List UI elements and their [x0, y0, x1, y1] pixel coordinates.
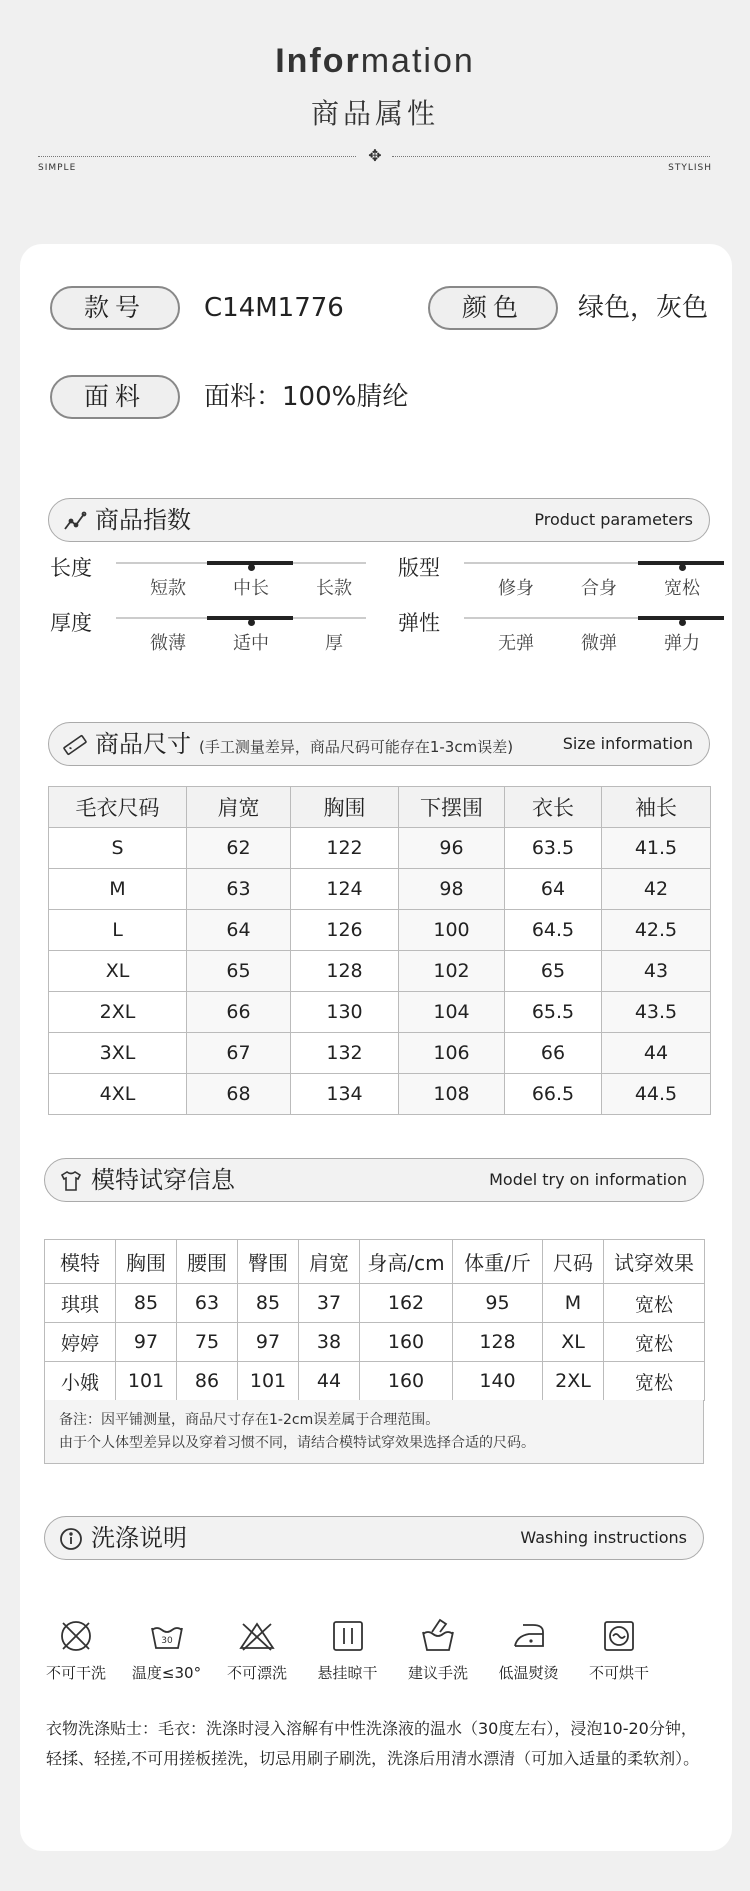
- table-cell: 126: [291, 910, 399, 951]
- table-cell: 64.5: [505, 910, 602, 951]
- table-cell: 43.5: [602, 992, 711, 1033]
- table-cell: 97: [116, 1323, 177, 1362]
- wash-item: [212, 1616, 302, 1683]
- table-cell: 101: [238, 1362, 299, 1401]
- param-option: 厚: [325, 633, 343, 654]
- wash-label: 建议手洗: [407, 1664, 468, 1682]
- model-note: [44, 1400, 704, 1464]
- wash-label: 不可烘干: [588, 1664, 649, 1682]
- param-option: 弹力: [664, 633, 700, 654]
- table-cell: 3XL: [49, 1033, 187, 1074]
- table-header-cell: 胸围: [291, 787, 399, 828]
- table-cell: 160: [360, 1323, 453, 1362]
- size-title-en: Size information: [562, 734, 693, 753]
- no-dry-clean-icon: [31, 1616, 121, 1656]
- table-row: [49, 910, 711, 951]
- code-label: 款号: [50, 286, 180, 330]
- svg-text:30: 30: [160, 1636, 173, 1646]
- table-row: [49, 1033, 711, 1074]
- wash-item: [484, 1616, 574, 1683]
- table-cell: 44.5: [602, 1074, 711, 1115]
- table-cell: 宽松: [604, 1284, 705, 1323]
- table-cell: 162: [360, 1284, 453, 1323]
- cross-ornament-icon: ✥: [368, 146, 382, 165]
- table-cell: 63: [187, 869, 291, 910]
- table-header-cell: 体重/斤: [453, 1240, 543, 1284]
- table-header-cell: 肩宽: [187, 787, 291, 828]
- size-title: 商品尺寸 (手工测量差异，商品尺码可能存在1-3cm误差): [95, 730, 514, 758]
- table-cell: 97: [238, 1323, 299, 1362]
- table-cell: 37: [299, 1284, 360, 1323]
- table-cell: 42.5: [602, 910, 711, 951]
- table-row: [49, 869, 711, 910]
- table-header-cell: 胸围: [116, 1240, 177, 1284]
- model-note-line2: 由于个人体型差异以及穿着习惯不同，请结合模特试穿效果选择合适的尺码。: [59, 1435, 535, 1451]
- table-row: [49, 951, 711, 992]
- wash-title-en: Washing instructions: [520, 1528, 687, 1547]
- model-note-line1: 备注：因平铺测量，商品尺寸存在1-2cm误差属于合理范围。: [59, 1412, 440, 1428]
- param-option: 中长: [233, 578, 269, 599]
- table-header-cell: 腰围: [177, 1240, 238, 1284]
- table-cell: 小娥: [45, 1362, 116, 1401]
- ruler-icon: [63, 733, 87, 757]
- hand-wash-icon: [393, 1616, 483, 1656]
- table-cell: 38: [299, 1323, 360, 1362]
- param-label: 厚度: [50, 611, 92, 635]
- table-header-cell: 尺码: [543, 1240, 604, 1284]
- wash-section-header: [44, 1516, 704, 1560]
- table-cell: 98: [399, 869, 505, 910]
- table-row: [49, 1074, 711, 1115]
- no-tumble-dry-icon: [574, 1616, 664, 1656]
- page-title: Information: [275, 42, 475, 80]
- table-cell: 婷婷: [45, 1323, 116, 1362]
- table-cell: 64: [187, 910, 291, 951]
- wash-30-icon: [122, 1616, 212, 1656]
- table-cell: XL: [543, 1323, 604, 1362]
- wash-label: 低温熨烫: [498, 1664, 559, 1682]
- param-option: 短款: [150, 578, 186, 599]
- table-cell: XL: [49, 951, 187, 992]
- param-option: 修身: [498, 578, 534, 599]
- param-label: 弹性: [398, 611, 440, 635]
- stylish-tag: STYLISH: [668, 163, 712, 173]
- table-cell: 132: [291, 1033, 399, 1074]
- info-icon: [59, 1527, 83, 1551]
- table-cell: 140: [453, 1362, 543, 1401]
- table-cell: 琪琪: [45, 1284, 116, 1323]
- table-cell: S: [49, 828, 187, 869]
- wash-item: [122, 1616, 212, 1683]
- divider-left: [38, 156, 356, 157]
- trend-line-icon: [63, 509, 87, 533]
- table-cell: 2XL: [49, 992, 187, 1033]
- table-cell: M: [49, 869, 187, 910]
- params-section-header: [48, 498, 710, 542]
- table-cell: 106: [399, 1033, 505, 1074]
- low-iron-icon: [484, 1616, 574, 1656]
- param-selected-dot: [248, 564, 255, 571]
- param-selected-dot: [679, 564, 686, 571]
- table-cell: 62: [187, 828, 291, 869]
- table-row: [49, 992, 711, 1033]
- param-selected-dot: [248, 619, 255, 626]
- table-cell: 68: [187, 1074, 291, 1115]
- table-cell: 42: [602, 869, 711, 910]
- table-cell: 124: [291, 869, 399, 910]
- model-section-header: [44, 1158, 704, 1202]
- table-cell: 65.5: [505, 992, 602, 1033]
- wash-tips: 衣物洗涤贴士：毛衣：洗涤时浸入溶解有中性洗涤液的温水（30度左右），浸泡10-20分钟，轻揉、轻搓,不可用搓板搓洗，切忌用刷子刷洗，洗涤后用清水漂清（可加入适量的柔软剂）。: [46, 1719, 700, 1768]
- wash-label: 温度≤30°: [131, 1664, 202, 1682]
- table-cell: 67: [187, 1033, 291, 1074]
- color-label: 颜色: [428, 286, 558, 330]
- table-cell: 65: [505, 951, 602, 992]
- table-cell: 宽松: [604, 1362, 705, 1401]
- table-cell: 108: [399, 1074, 505, 1115]
- color-value: 绿色，灰色: [578, 293, 709, 323]
- table-row: [45, 1284, 705, 1323]
- table-header-cell: 下摆围: [399, 787, 505, 828]
- param-option: 长款: [316, 578, 352, 599]
- table-cell: 44: [299, 1362, 360, 1401]
- table-cell: 4XL: [49, 1074, 187, 1115]
- param-option: 适中: [233, 633, 269, 654]
- size-note: (手工测量差异，商品尺码可能存在1-3cm误差): [199, 738, 514, 756]
- table-cell: 100: [399, 910, 505, 951]
- table-row: [45, 1323, 705, 1362]
- table-cell: 86: [177, 1362, 238, 1401]
- param-option: 微薄: [150, 633, 186, 654]
- wash-item: [574, 1616, 664, 1683]
- table-cell: 75: [177, 1323, 238, 1362]
- table-header-cell: 毛衣尺码: [49, 787, 187, 828]
- wash-label: 悬挂晾干: [317, 1664, 378, 1682]
- table-cell: 122: [291, 828, 399, 869]
- code-value: C14M1776: [204, 293, 344, 323]
- table-cell: 66: [505, 1033, 602, 1074]
- table-cell: 128: [453, 1323, 543, 1362]
- table-cell: 102: [399, 951, 505, 992]
- table-cell: 95: [453, 1284, 543, 1323]
- param-selected-dot: [679, 619, 686, 626]
- simple-tag: SIMPLE: [38, 163, 77, 173]
- param-option: 无弹: [498, 633, 534, 654]
- size-section-header: [48, 722, 710, 766]
- param-option: 微弹: [581, 633, 617, 654]
- table-header-cell: 臀围: [238, 1240, 299, 1284]
- wash-label: 不可干洗: [45, 1664, 106, 1682]
- param-option: 宽松: [664, 578, 700, 599]
- param-label: 版型: [398, 556, 440, 580]
- table-header-cell: 身高/cm: [360, 1240, 453, 1284]
- table-header-cell: 模特: [45, 1240, 116, 1284]
- table-cell: 44: [602, 1033, 711, 1074]
- table-cell: 85: [116, 1284, 177, 1323]
- table-cell: 65: [187, 951, 291, 992]
- no-bleach-icon: [212, 1616, 302, 1656]
- table-header-cell: 袖长: [602, 787, 711, 828]
- table-cell: 宽松: [604, 1323, 705, 1362]
- model-table: [44, 1239, 705, 1401]
- fabric-value: 面料：100%腈纶: [204, 382, 409, 412]
- table-cell: 63: [177, 1284, 238, 1323]
- table-header-cell: 衣长: [505, 787, 602, 828]
- table-cell: 2XL: [543, 1362, 604, 1401]
- params-title: 商品指数: [95, 506, 191, 534]
- divider-right: [392, 156, 710, 157]
- wash-item: [303, 1616, 393, 1683]
- table-cell: 96: [399, 828, 505, 869]
- table-cell: 130: [291, 992, 399, 1033]
- params-title-en: Product parameters: [534, 510, 693, 529]
- fabric-label: 面料: [50, 375, 180, 419]
- table-cell: 64: [505, 869, 602, 910]
- wash-label: 不可漂洗: [226, 1664, 287, 1682]
- model-title-en: Model try on information: [489, 1170, 687, 1189]
- wash-item: [393, 1616, 483, 1683]
- table-cell: 66: [187, 992, 291, 1033]
- tshirt-icon: [59, 1169, 83, 1193]
- table-cell: 43: [602, 951, 711, 992]
- table-header-cell: 试穿效果: [604, 1240, 705, 1284]
- table-cell: M: [543, 1284, 604, 1323]
- size-table: [48, 786, 711, 1115]
- table-cell: 41.5: [602, 828, 711, 869]
- hang-dry-icon: [303, 1616, 393, 1656]
- table-row: [49, 828, 711, 869]
- page-subtitle: 商品属性: [310, 97, 439, 130]
- table-cell: 66.5: [505, 1074, 602, 1115]
- table-row: [45, 1362, 705, 1401]
- table-header-cell: 肩宽: [299, 1240, 360, 1284]
- table-cell: 128: [291, 951, 399, 992]
- param-option: 合身: [581, 578, 617, 599]
- table-cell: 85: [238, 1284, 299, 1323]
- table-cell: 104: [399, 992, 505, 1033]
- wash-title: 洗涤说明: [91, 1524, 187, 1552]
- model-title: 模特试穿信息: [91, 1166, 235, 1194]
- table-cell: 63.5: [505, 828, 602, 869]
- param-label: 长度: [50, 556, 92, 580]
- table-cell: 134: [291, 1074, 399, 1115]
- wash-item: [31, 1616, 121, 1683]
- table-cell: 160: [360, 1362, 453, 1401]
- table-cell: L: [49, 910, 187, 951]
- table-cell: 101: [116, 1362, 177, 1401]
- info-card: [20, 244, 732, 1851]
